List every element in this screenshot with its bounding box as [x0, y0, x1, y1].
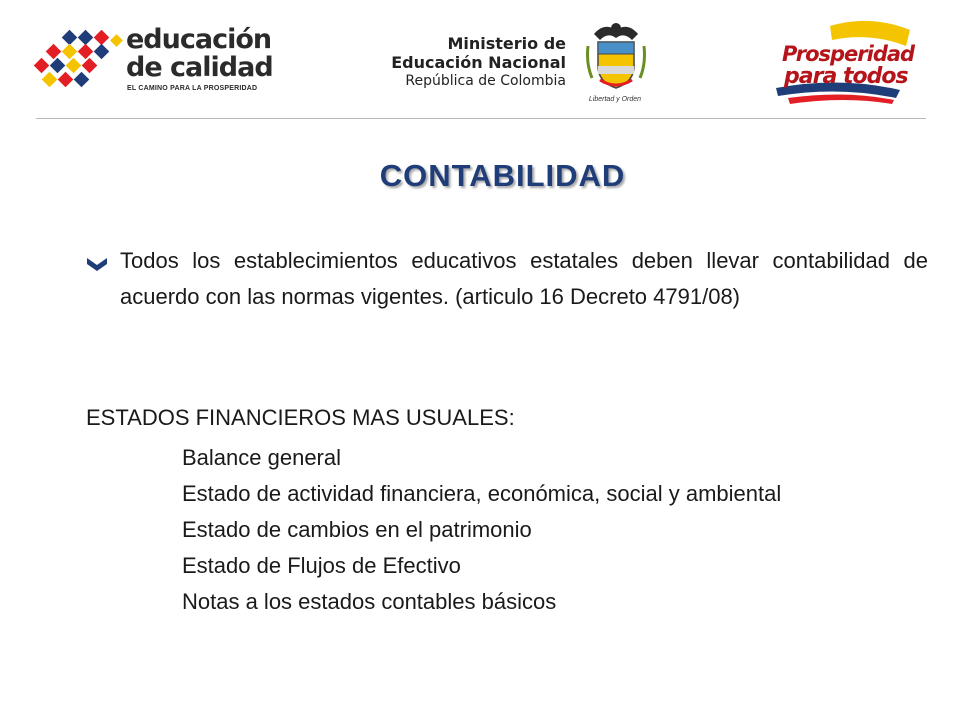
ministry-line3: República de Colombia	[405, 73, 566, 89]
logo-tagline: EL CAMINO PARA LA PROSPERIDAD	[127, 85, 258, 92]
list-item: Notas a los estados contables básicos	[182, 589, 557, 614]
colombia-coat-of-arms-icon	[584, 20, 648, 98]
slide-title: CONTABILIDAD	[379, 158, 626, 193]
educacion-de-calidad-logo	[34, 24, 294, 100]
ministry-line1: Ministerio de	[447, 34, 566, 53]
bullet-paragraph: Todos los establecimientos educativos estatales deben llevar contabilidad de acuerdo con las normas vigentes. (articulo 16 Decreto 4791/08)	[120, 248, 928, 309]
header-divider	[36, 118, 926, 119]
list-item: Estado de cambios en el patrimonio	[182, 517, 532, 542]
logo-text-de-calidad: de calidad	[126, 52, 273, 83]
statements-heading: ESTADOS FINANCIEROS MAS USUALES:	[86, 405, 515, 430]
ministerio-educacion-logo	[388, 26, 658, 106]
logo-text-educacion: educación	[126, 24, 272, 55]
prosperity-line2: para todos	[784, 64, 908, 89]
slide-header	[0, 0, 960, 118]
ministry-line2: Educación Nacional	[391, 53, 566, 72]
list-item: Balance general	[182, 445, 342, 470]
prosperity-line1: Prosperidad	[782, 42, 915, 66]
statements-list	[182, 440, 822, 620]
education-blocks-logo-icon	[34, 30, 124, 92]
list-item: Estado de actividad financiera, económica, social y ambiental	[182, 481, 782, 506]
prosperidad-para-todos-logo	[770, 18, 930, 104]
ministry-motto: Libertad y Orden	[588, 96, 642, 103]
ministry-name	[391, 34, 566, 90]
list-item: Estado de Flujos de Efectivo	[182, 553, 461, 578]
checkmark-bullet-icon	[86, 255, 108, 271]
